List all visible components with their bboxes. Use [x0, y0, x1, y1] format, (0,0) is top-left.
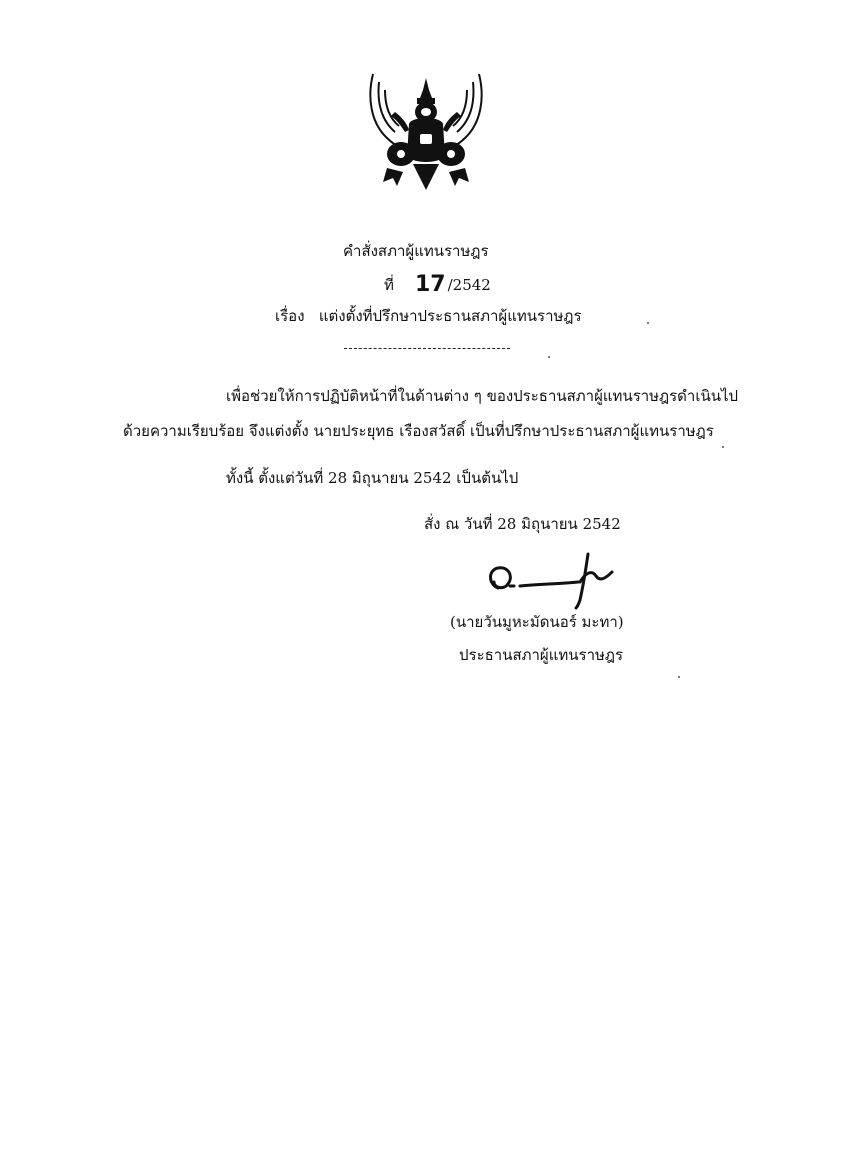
order-date: สั่ง ณ วันที่ 28 มิถุนายน 2542: [424, 515, 621, 533]
body-paragraph-2: ด้วยความเรียบร้อย จึงแต่งตั้ง นายประยุทธ เรืองสวัสดิ์ เป็นที่ปรึกษาประธานสภาผู้แทนราษฎร: [123, 422, 714, 440]
handwritten-number: 17: [414, 272, 446, 297]
scan-speck: [722, 446, 724, 448]
scan-speck: [548, 356, 550, 358]
scan-speck: [647, 322, 649, 324]
order-title: คำสั่งสภาผู้แทนราษฎร: [343, 242, 489, 260]
number-prefix: ที่: [384, 276, 394, 294]
body-paragraph-1: เพื่อช่วยให้การปฏิบัติหน้าที่ในด้านต่าง ๆ ของประธานสภาผู้แทนราษฎรดำเนินไป: [226, 387, 739, 405]
order-number: [384, 274, 491, 295]
body-paragraph-3: ทั้งนี้ ตั้งแต่วันที่ 28 มิถุนายน 2542 เป็นต้นไป: [226, 469, 519, 487]
signer-title: ประธานสภาผู้แทนราษฎร: [459, 646, 624, 664]
garuda-emblem-icon: [365, 68, 487, 196]
subject-label: เรื่อง: [275, 307, 305, 325]
order-subject: [275, 306, 582, 326]
number-suffix: /2542: [447, 276, 491, 294]
separator-line: [344, 348, 510, 349]
scan-speck: [678, 676, 680, 678]
signer-name: (นายวันมูหะมัดนอร์ มะทา): [450, 613, 624, 631]
handwritten-signature-icon: [480, 548, 630, 610]
subject-text: แต่งตั้งที่ปรึกษาประธานสภาผู้แทนราษฎร: [318, 307, 582, 325]
